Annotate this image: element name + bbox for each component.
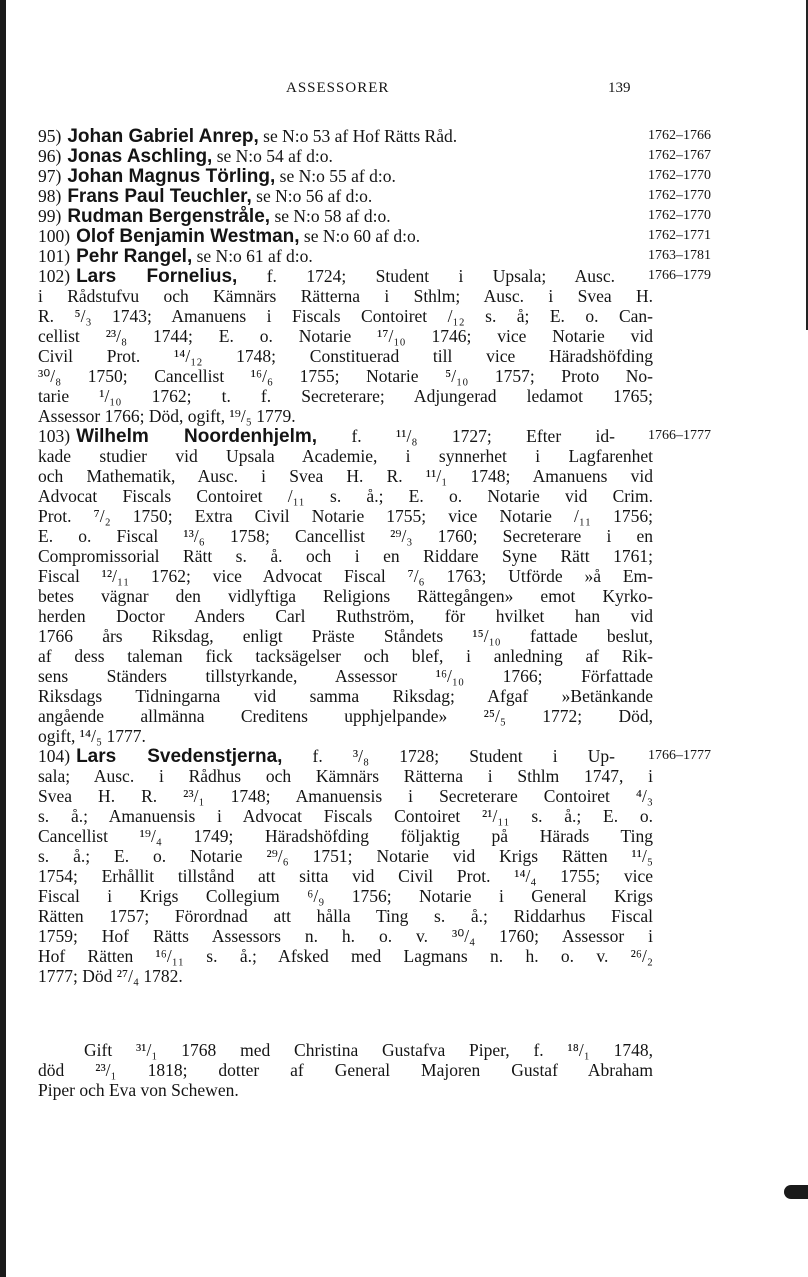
entry-text: se N:o 56 af d:o.	[251, 186, 373, 206]
ink-blot-mark	[784, 1185, 808, 1199]
entry-body-line: angående allmänna Creditens upphjelpande» ²⁵/₅ 1772; Död,	[38, 706, 653, 726]
running-head: ASSESSORER	[286, 80, 390, 96]
entry-text: se N:o 61 af d:o.	[192, 246, 313, 266]
tenure-years: 1763–1781	[648, 248, 711, 263]
person-name: Johan Gabriel Anrep,	[67, 126, 259, 146]
register-entry	[0, 746, 808, 986]
entry-number: 103)	[38, 426, 71, 446]
entry-body-line: 1777; Död ²⁷/₄ 1782.	[38, 966, 183, 986]
person-name: Pehr Rangel,	[76, 246, 193, 266]
tenure-years: 1762–1767	[648, 148, 711, 163]
entry-body-line: Compromissorial Rätt s. å. och i en Riddare Syne Rätt 1761;	[38, 546, 653, 566]
entry-body-line: betes vägnar den vidlyftiga Religions Rättegången» emot Kyrko-	[38, 586, 653, 606]
entry-heading-line	[0, 426, 615, 446]
person-name: Jonas Aschling,	[67, 146, 213, 166]
entry-heading-line	[0, 746, 615, 766]
entry-text: se N:o 53 af Hof Rätts Råd.	[258, 126, 458, 146]
entry-text: f. ¹¹/₈ 1727; Efter id-	[317, 426, 615, 446]
register-entry	[0, 226, 808, 246]
tenure-years: 1762–1770	[648, 168, 711, 183]
person-name: Olof Benjamin Westman,	[76, 226, 300, 246]
entry-body-line: Riksdags Tidningarna vid samma Riksdag; Afgaf »Betänkande	[38, 686, 653, 706]
entry-heading-line	[0, 266, 615, 286]
entry-text: f. 1724; Student i Upsala; Ausc.	[237, 266, 615, 286]
register-entry	[0, 146, 808, 166]
entry-body-line: Assessor 1766; Död, ogift, ¹⁹/₅ 1779.	[38, 406, 296, 426]
marriage-line: Gift ³¹/₁ 1768 med Christina Gustafva Piper, f. ¹⁸/₁ 1748,	[84, 1040, 653, 1060]
entry-body-line: ogift, ¹⁴/₅ 1777.	[38, 726, 146, 746]
marriage-line: död ²³/₁ 1818; dotter af General Majoren Gustaf Abraham	[38, 1060, 653, 1080]
register-entry	[0, 246, 808, 266]
entry-number: 96)	[38, 146, 62, 166]
person-name: Rudman Bergenstråle,	[67, 206, 271, 226]
entry-body-line: Svea H. R. ²³/₁ 1748; Amanuensis i Secreterare Contoiret ⁴/₃	[38, 786, 653, 806]
person-name: Lars Svedenstjerna,	[76, 746, 283, 766]
entry-number: 104)	[38, 746, 71, 766]
entry-body-line: Prot. ⁷/₂ 1750; Extra Civil Notarie 1755; vice Notarie /₁₁ 1756;	[38, 506, 653, 526]
entry-body-line: Civil Prot. ¹⁴/₁₂ 1748; Constituerad till vice Häradshöfding	[38, 346, 653, 366]
person-name: Frans Paul Teuchler,	[67, 186, 252, 206]
register-entry	[0, 426, 808, 746]
entry-heading-line	[0, 246, 615, 266]
register-entry	[0, 186, 808, 206]
entry-heading-line	[0, 206, 615, 226]
entry-number: 98)	[38, 186, 62, 206]
entry-body-line: 1754; Erhållit tillstånd att sitta vid Civil Prot. ¹⁴/₄ 1755; vice	[38, 866, 653, 886]
tenure-years: 1762–1770	[648, 208, 711, 223]
entry-number: 102)	[38, 266, 71, 286]
entry-number: 100)	[38, 226, 71, 246]
entry-body-line: tarie ¹/₁₀ 1762; t. f. Secreterare; Adjungerad ledamot 1765;	[38, 386, 653, 406]
entry-text: se N:o 60 af d:o.	[299, 226, 421, 246]
entry-body-line: E. o. Fiscal ¹³/₆ 1758; Cancellist ²⁹/₃ 1760; Secreterare i en	[38, 526, 653, 546]
entry-body-line: kade studier vid Upsala Academie, i synnerhet i Lagfarenhet	[38, 446, 653, 466]
entry-text: se N:o 54 af d:o.	[212, 146, 333, 166]
entry-body-line: 1766 års Riksdag, enligt Präste Ståndets ¹⁵/₁₀ fattade beslut,	[38, 626, 653, 646]
tenure-years: 1766–1777	[648, 748, 711, 763]
page-header	[0, 80, 808, 104]
entry-heading-line	[0, 166, 615, 186]
entry-body-line: sens Ständers tillstyrkande, Assessor ¹⁶/₁₀ 1766; Författade	[38, 666, 653, 686]
entry-number: 101)	[38, 246, 71, 266]
tenure-years: 1766–1779	[648, 268, 711, 283]
entry-heading-line	[0, 186, 615, 206]
entry-body-line: R. ⁵/₃ 1743; Amanuens i Fiscals Contoiret /₁₂ s. å; E. o. Can-	[38, 306, 653, 326]
person-name: Wilhelm Noordenhjelm,	[76, 426, 318, 446]
entry-text: se N:o 55 af d:o.	[275, 166, 396, 186]
entry-body-line: af dess taleman fick tacksägelser och blef, i anledning af Rik-	[38, 646, 653, 666]
marriage-paragraph	[0, 1040, 808, 1100]
entry-text: f. ³/₈ 1728; Student i Up-	[282, 746, 615, 766]
entry-body-line: Hof Rätten ¹⁶/₁₁ s. å.; Afsked med Lagmans n. h. o. v. ²⁶/₂	[38, 946, 653, 966]
entry-body-line: sala; Ausc. i Rådhus och Kämnärs Rätterna i Sthlm 1747, i	[38, 766, 653, 786]
entry-body-line: cellist ²³/₈ 1744; E. o. Notarie ¹⁷/₁₀ 1746; vice Notarie vid	[38, 326, 653, 346]
assessor-entries	[0, 126, 808, 986]
entry-number: 95)	[38, 126, 62, 146]
entry-body-line: 1759; Hof Rätts Assessors n. h. o. v. ³⁰/₄ 1760; Assessor i	[38, 926, 653, 946]
tenure-years: 1762–1770	[648, 188, 711, 203]
register-entry	[0, 206, 808, 226]
entry-body-line: herden Doctor Anders Carl Ruthström, för hvilket han vid	[38, 606, 653, 626]
page-number: 139	[608, 80, 631, 96]
entry-body-line: Fiscal ¹²/₁₁ 1762; vice Advocat Fiscal ⁷/₆ 1763; Utförde »å Em-	[38, 566, 653, 586]
entry-heading-line	[0, 226, 615, 246]
entry-heading-line	[0, 146, 615, 166]
entry-number: 99)	[38, 206, 62, 226]
entry-body-line: Rätten 1757; Förordnad att hålla Ting s. å.; Riddarhus Fiscal	[38, 906, 653, 926]
entry-body-line: s. å.; Amanuensis i Advocat Fiscals Contoiret ²¹/₁₁ s. å.; E. o.	[38, 806, 653, 826]
entry-body-line: Cancellist ¹⁹/₄ 1749; Häradshöfding följaktig på Härads Ting	[38, 826, 653, 846]
register-entry	[0, 266, 808, 426]
entry-body-line: och Mathematik, Ausc. i Svea H. R. ¹¹/₁ 1748; Amanuens vid	[38, 466, 653, 486]
tenure-years: 1766–1777	[648, 428, 711, 443]
register-entry	[0, 126, 808, 146]
tenure-years: 1762–1766	[648, 128, 711, 143]
entry-text: se N:o 58 af d:o.	[270, 206, 391, 226]
person-name: Johan Magnus Törling,	[67, 166, 276, 186]
marriage-line: Piper och Eva von Schewen.	[38, 1080, 239, 1100]
entry-body-line: Fiscal i Krigs Collegium ⁶/₉ 1756; Notarie i General Krigs	[38, 886, 653, 906]
entry-body-line: i Rådstufvu och Kämnärs Rätterna i Sthlm; Ausc. i Svea H.	[38, 286, 653, 306]
tenure-years: 1762–1771	[648, 228, 711, 243]
entry-body-line: Advocat Fiscals Contoiret /₁₁ s. å.; E. o. Notarie vid Crim.	[38, 486, 653, 506]
entry-body-line: ³⁰/₈ 1750; Cancellist ¹⁶/₆ 1755; Notarie ⁵/₁₀ 1757; Proto No-	[38, 366, 653, 386]
entry-heading-line	[0, 126, 615, 146]
person-name: Lars Fornelius,	[76, 266, 238, 286]
register-entry	[0, 166, 808, 186]
entry-number: 97)	[38, 166, 62, 186]
entry-body-line: s. å.; E. o. Notarie ²⁹/₆ 1751; Notarie vid Krigs Rätten ¹¹/₅	[38, 846, 653, 866]
